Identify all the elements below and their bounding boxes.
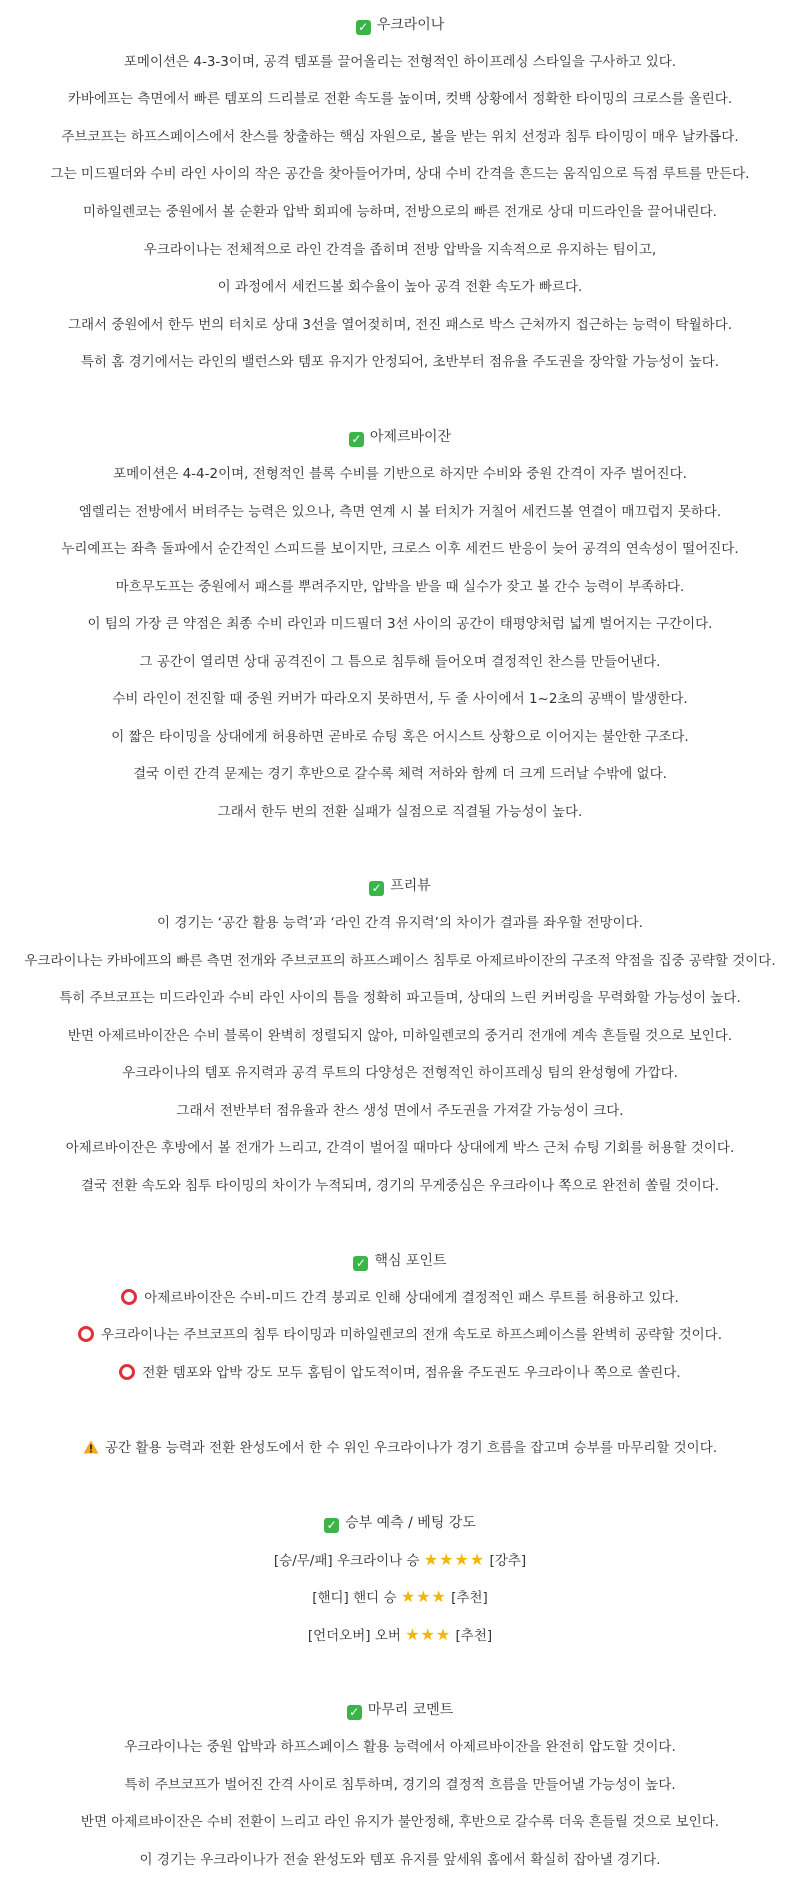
paragraph-line: 이 과정에서 세컨드볼 회수율이 높아 공격 전환 속도가 빠르다.: [217, 279, 583, 295]
paragraph-line: 우크라이나는 중원 압박과 하프스페이스 활용 능력에서 아제르바이잔을 완전히 압도할 것이다.: [124, 1739, 676, 1755]
section-heading-prediction: [0, 1511, 800, 1535]
paragraph-line: 그래서 전반부터 점유율과 찬스 생성 면에서 주도권을 가져갈 가능성이 크다.: [176, 1103, 624, 1119]
section-title: 승부 예측 / 베팅 강도: [345, 1515, 476, 1531]
paragraph-line: 카바에프는 측면에서 빠른 템포의 드리블로 전환 속도를 높이며, 컷백 상황에서 정확한 타이밍의 크로스를 올린다.: [67, 91, 733, 107]
rating-stars: ★★★: [400, 1587, 447, 1606]
prediction-label: [핸디] 핸디 승: [312, 1590, 397, 1606]
paragraph-line: 이 짧은 타이밍을 상대에게 허용하면 곧바로 슈팅 혹은 어시스트 상황으로 이어지는 불안한 구조다.: [111, 729, 689, 745]
paragraph-line: 그래서 한두 번의 전환 실패가 실점으로 직결될 가능성이 높다.: [217, 804, 583, 820]
paragraph-line: 이 경기는 ‘공간 활용 능력’과 ‘라인 간격 유지력’의 차이가 결과를 좌우할 전망이다.: [157, 915, 643, 931]
paragraph-line: 특히 주브코프가 벌어진 간격 사이로 침투하며, 경기의 결정적 흐름을 만들어낼 가능성이 높다.: [124, 1777, 676, 1793]
paragraph-line: 우크라이나는 카바에프의 빠른 측면 전개와 주브코프의 하프스페이스 침투로 아제르바이잔의 구조적 약점을 집중 공략할 것이다.: [24, 953, 776, 969]
prediction-row: [0, 1585, 800, 1609]
paragraph-line: 이 팀의 가장 큰 약점은 최종 수비 라인과 미드필더 3선 사이의 공간이 태평양처럼 넓게 벌어지는 구간이다.: [87, 616, 713, 632]
paragraph-line: 포메이션은 4-4-2이며, 전형적인 블록 수비를 기반으로 하지만 수비와 중원 간격이 자주 벌어진다.: [113, 466, 687, 482]
paragraph-line: 우크라이나는 전체적으로 라인 간격을 좁히며 전방 압박을 지속적으로 유지하는 팀이고,: [143, 242, 657, 258]
keypoint-item: [0, 1361, 800, 1385]
paragraph-line: 특히 홈 경기에서는 라인의 밸런스와 템포 유지가 안정되어, 초반부터 점유율 주도권을 장악할 가능성이 높다.: [80, 354, 720, 370]
paragraph-line: 누리예프는 좌측 돌파에서 순간적인 스피드를 보이지만, 크로스 이후 세컨드 반응이 늦어 공격의 연속성이 떨어진다.: [61, 541, 739, 557]
rating-stars: ★★★★: [423, 1550, 486, 1569]
paragraph-line: 미하일렌코는 중원에서 볼 순환과 압박 회피에 능하며, 전방으로의 빠른 전개로 상대 미드라인을 끌어내린다.: [83, 204, 717, 220]
paragraph-line: 결국 이런 간격 문제는 경기 후반으로 갈수록 체력 저하와 함께 더 크게 드러날 수밖에 없다.: [133, 766, 667, 782]
check-mark-icon: ✓: [349, 432, 364, 447]
keypoint-text: 전환 템포와 압박 강도 모두 홈팀이 압도적이며, 점유율 주도권도 우크라이나 쪽으로 쏠린다.: [142, 1365, 681, 1381]
section-heading-closing: [0, 1698, 800, 1722]
check-mark-icon: ✓: [369, 881, 384, 896]
rating-stars: ★★★: [405, 1625, 452, 1644]
check-mark-icon: ✓: [353, 1256, 368, 1271]
keypoint-item: [0, 1323, 800, 1347]
paragraph-line: 수비 라인이 전진할 때 중원 커버가 따라오지 못하면서, 두 줄 사이에서 1~2초의 공백이 발생한다.: [112, 691, 688, 707]
paragraph-line: 반면 아제르바이잔은 수비 전환이 느리고 라인 유지가 불안정해, 후반으로 갈수록 더욱 흔들릴 것으로 보인다.: [80, 1814, 720, 1830]
section-title: 핵심 포인트: [374, 1253, 447, 1269]
paragraph-line: 엠렐리는 전방에서 버텨주는 능력은 있으나, 측면 연계 시 볼 터치가 거칠어 세컨드볼 연결이 매끄럽지 못하다.: [78, 504, 722, 520]
prediction-row: [0, 1623, 800, 1647]
check-mark-icon: ✓: [347, 1705, 362, 1720]
section-title: 우크라이나: [376, 17, 445, 33]
paragraph-line: 주브코프는 하프스페이스에서 찬스를 창출하는 핵심 자원으로, 볼을 받는 위치 선정과 침투 타이밍이 매우 날카롭다.: [61, 129, 739, 145]
paragraph-line: 포메이션은 4-3-3이며, 공격 템포를 끌어올리는 전형적인 하이프레싱 스타일을 구사하고 있다.: [123, 54, 677, 70]
red-circle-icon: [121, 1289, 137, 1305]
prediction-tag: [강추]: [489, 1553, 527, 1569]
prediction-tag: [추천]: [455, 1628, 493, 1644]
paragraph-line: 우크라이나의 템포 유지력과 공격 루트의 다양성은 전형적인 하이프레싱 팀의 완성형에 가깝다.: [122, 1065, 678, 1081]
warning-icon: [83, 1440, 99, 1454]
prediction-label: [승/무/패] 우크라이나 승: [273, 1553, 420, 1569]
section-title: 프리뷰: [390, 878, 431, 894]
paragraph-line: 그래서 중원에서 한두 번의 터치로 상대 3선을 열어젖히며, 전진 패스로 박스 근처까지 접근하는 능력이 탁월하다.: [67, 317, 733, 333]
check-mark-icon: ✓: [324, 1518, 339, 1533]
keypoint-item: [0, 1286, 800, 1310]
section-heading-azerbaijan: [0, 425, 800, 449]
prediction-row: [0, 1548, 800, 1572]
section-title: 마무리 코멘트: [367, 1702, 454, 1718]
paragraph-line: 결국 전환 속도와 침투 타이밍의 차이가 누적되며, 경기의 무게중심은 우크라이나 쪽으로 완전히 쏠릴 것이다.: [80, 1178, 720, 1194]
red-circle-icon: [78, 1326, 94, 1342]
paragraph-line: 특히 주브코프는 미드라인과 수비 라인 사이의 틈을 정확히 파고들며, 상대의 느린 커버링을 무력화할 가능성이 높다.: [59, 990, 741, 1006]
paragraph-line: 그 공간이 열리면 상대 공격진이 그 틈으로 침투해 들어오며 결정적인 찬스를 만들어낸다.: [139, 654, 661, 670]
check-mark-icon: ✓: [356, 20, 371, 35]
prediction-tag: [추천]: [451, 1590, 488, 1606]
prediction-label: [언더오버] 오버: [307, 1628, 401, 1644]
paragraph-line: 이 경기는 우크라이나가 전술 완성도와 템포 유지를 앞세워 홈에서 확실히 잡아낼 경기다.: [139, 1852, 661, 1868]
keypoint-text: 아제르바이잔은 수비-미드 간격 붕괴로 인해 상대에게 결정적인 패스 루트를 허용하고 있다.: [144, 1290, 679, 1306]
paragraph-line: 아제르바이잔은 후방에서 볼 전개가 느리고, 간격이 벌어질 때마다 상대에게 박스 근처 슈팅 기회를 허용할 것이다.: [65, 1140, 735, 1156]
paragraph-line: 마흐무도프는 중원에서 패스를 뿌려주지만, 압박을 받을 때 실수가 잦고 볼 간수 능력이 부족하다.: [115, 579, 685, 595]
section-title: 아제르바이잔: [369, 429, 452, 445]
section-heading-ukraine: [0, 13, 800, 37]
warning-line: [0, 1436, 800, 1460]
paragraph-line: 그는 미드필더와 수비 라인 사이의 작은 공간을 찾아들어가며, 상대 수비 간격을 흔드는 움직임으로 득점 루트를 만든다.: [50, 166, 750, 182]
keypoint-text: 우크라이나는 주브코프의 침투 타이밍과 미하일렌코의 전개 속도로 하프스페이스를 완벽히 공략할 것이다.: [100, 1327, 722, 1343]
red-circle-icon: [119, 1364, 135, 1380]
section-heading-preview: [0, 874, 800, 898]
paragraph-line: 반면 아제르바이잔은 수비 블록이 완벽히 정렬되지 않아, 미하일렌코의 중거리 전개에 계속 흔들릴 것으로 보인다.: [67, 1028, 733, 1044]
section-heading-keypoints: [0, 1249, 800, 1273]
warning-text: 공간 활용 능력과 전환 완성도에서 한 수 위인 우크라이나가 경기 흐름을 잡고며 승부를 마무리할 것이다.: [104, 1440, 718, 1456]
